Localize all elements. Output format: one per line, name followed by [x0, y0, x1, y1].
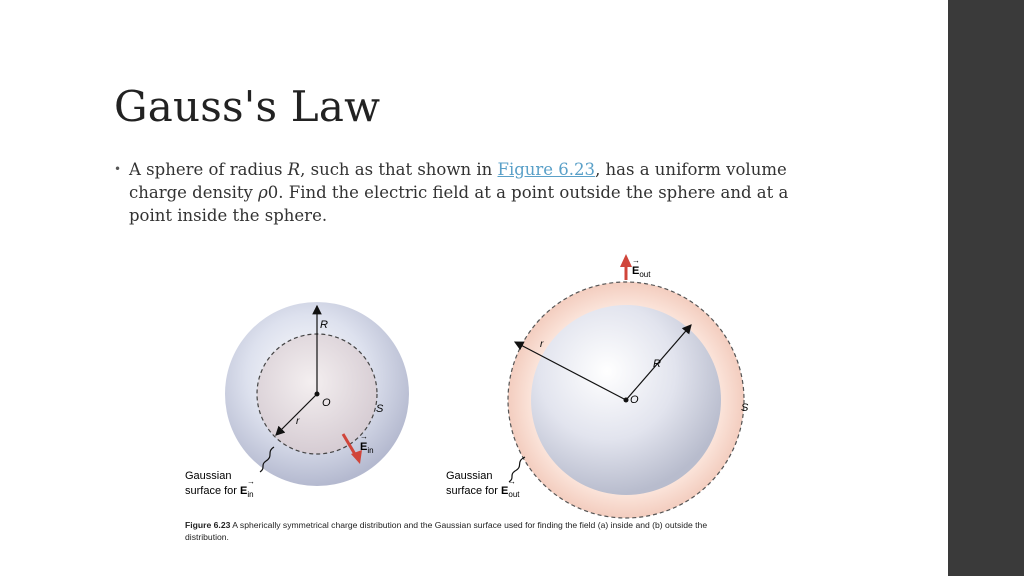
- left-label-r: r: [296, 416, 300, 427]
- left-gauss-vector-mark: →: [247, 477, 255, 486]
- right-label-E: $E_{out}$: [632, 265, 651, 279]
- left-label-R: R: [320, 319, 328, 331]
- figure-link[interactable]: Figure 6.23: [497, 160, 596, 179]
- bullet-text-part4: . Find the electric field at a point outside the sphere and at a point inside the sphere.: [129, 183, 789, 225]
- bullet-text: [129, 158, 804, 227]
- bullet-dot-icon: •: [114, 162, 122, 176]
- right-gauss-label-line1: Gaussian: [446, 470, 493, 482]
- slide-title: Gauss's Law: [114, 82, 381, 131]
- bullet-text-part3: , has a uniform volume charge density: [129, 160, 787, 202]
- bullet-text-part1: A sphere of radius: [129, 160, 288, 179]
- left-diagram: [185, 302, 409, 499]
- right-diagram: [446, 254, 749, 518]
- left-origin-dot: [315, 392, 320, 397]
- figure-caption: [185, 519, 745, 543]
- left-vector-mark: →: [360, 432, 368, 441]
- right-vector-mark: →: [632, 256, 640, 265]
- left-label-E: $E_{in}$: [360, 441, 374, 455]
- caption-text: A spherically symmetrical charge distribution and the Gaussian surface used for finding the field (a) inside and (b) outside the distribution.: [185, 520, 708, 542]
- right-label-O: O: [630, 394, 639, 406]
- left-gauss-label-line2: surface for $E_{in}$: [185, 485, 254, 499]
- bullet-text-part2: , such as that shown in: [300, 160, 498, 179]
- figure-diagram: [170, 242, 770, 522]
- right-gauss-vector-mark: →: [508, 477, 516, 486]
- bullet-point: [114, 158, 804, 227]
- left-gauss-label-line1: Gaussian: [185, 470, 232, 482]
- rho-symbol: ρ: [258, 183, 268, 202]
- right-label-r: r: [540, 339, 544, 350]
- left-label-O: O: [322, 397, 331, 409]
- caption-label: Figure 6.23: [185, 520, 231, 530]
- right-label-S: S: [741, 402, 749, 414]
- right-sidebar: [948, 0, 1024, 576]
- right-label-R: R: [653, 358, 661, 370]
- figure-6-23: [170, 242, 770, 552]
- radius-variable: R: [287, 160, 301, 179]
- right-e-field-arrow-head: [620, 254, 632, 267]
- right-origin-dot: [624, 398, 629, 403]
- right-gauss-label-line2: surface for $E_{out}$: [446, 485, 520, 499]
- left-label-S: S: [376, 403, 384, 415]
- rho-subscript: 0: [267, 183, 279, 202]
